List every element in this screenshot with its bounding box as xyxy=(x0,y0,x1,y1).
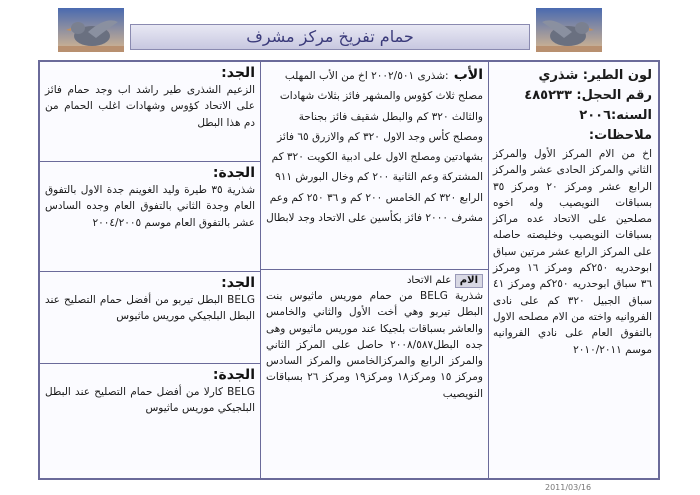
page-title: حمام تفريخ مركز مشرف xyxy=(130,24,530,50)
grandmother-maternal-box xyxy=(40,364,260,419)
bird-notes: اخ من الام المركز الأول والمركز الثاني والمركز الحادى عشر والمركز الرابع عشر ومركز ٢٠ ومركز ٣٥ بسباقات النويصيب وله اخوه مصلحين على الاتحاد عده مراكز بسباقات النويصيب وخليصته حاصله على المركز الرابع عشر مرتين سباق ابوحدريه ٢٥٠كم ومركز ١٦ ومركز ٣٦ سباق ابوحدريه ٢٥٠كم ومركز ٤١ سباق الجبيل ٣٢٠ كم على نادى الفروانيه واخته من الام مصلحه الاول بالتفوق العام على نادي الفروانيه موسم ٢٠١٠/٢٠١١ xyxy=(493,148,652,356)
bird-year: السنه:٢٠٠٦ xyxy=(579,108,652,123)
bird-color: لون الطير: شذري xyxy=(538,68,652,83)
grandfather-maternal-box xyxy=(40,272,260,364)
bird-ring-number: رقم الحجل: ٤٨٥٢٣٣ xyxy=(524,88,652,103)
scan-date: 2011/03/16 xyxy=(545,483,592,492)
notes-label: ملاحظات: xyxy=(588,128,652,143)
grandparent-text: شذرية ٣٥ طيرة وليد الغوينم جدة الاول بالتفوق العام وجدة الثاني بالتفوق العام وجده السادس عشر بالتفوق العام موسم ٢٠٠٤/٢٠٠٥ xyxy=(45,184,255,229)
grandparent-label: الجدة: xyxy=(212,367,255,383)
pigeon-image-right xyxy=(536,8,602,52)
grandparent-label: الجد: xyxy=(221,65,255,81)
grandmother-paternal-box xyxy=(40,162,260,272)
pigeon-image-left xyxy=(58,8,124,52)
father-box xyxy=(261,62,488,270)
bird-info-column xyxy=(488,62,658,478)
grandparent-text: BELG كارلا من أفضل حمام التصليح عند البطل البلجيكي موريس ماثيوس xyxy=(45,386,255,415)
mother-label: الام xyxy=(455,274,483,288)
grandparents-column xyxy=(40,62,260,478)
grandparent-label: الجدة: xyxy=(212,165,255,181)
grandparent-text: الزعيم الشذرى طير راشد اب وجد حمام فائز على الاتحاد كؤوس وشهادات اغلب الحمام من دم هذا البطل xyxy=(45,84,255,129)
grandparent-text: BELG البطل تيربو من أفضل حمام التصليح عند البطل البلجيكي موريس ماثيوس xyxy=(45,294,255,323)
pedigree-frame xyxy=(38,60,660,480)
mother-box xyxy=(261,270,488,404)
mother-tag: علم الاتحاد xyxy=(406,275,452,286)
father-text: :شذرى ٢٠٠٢/٥٠١ اخ من الأب المهلب مصلح ثلاث كؤوس والمشهر فائز بثلاث شهادات والثالث ٣٢٠ كم والبطل شقيف فائز بجناحة ومصلح كأس وجد الاول ٣٢٠ كم والازرق ٦٥ فائز بشهادتين ومصلح الاول على ادبية الكويت ٣٢٠ كم المشتركة وعم الثانية ٢٠٠ كم وخال البورش ٩١١ الرابع ٣٢٠ كم الخامس ٢٠٠ كم و ٣٦ ٢٥٠ كم وعم مشرف ٢٠٠٠ فائز بكأسين على الاتحاد وجد لابطال xyxy=(266,70,483,225)
grandparent-label: الجد: xyxy=(221,275,255,291)
mother-text: شذرية BELG من حمام موريس ماثيوس بنت البطل تيربو وهي أخت الأول والثاني والخامس والعاشر بسباقات بلجيكا عند موريس ماثيوس وهى جده البطل٢٠٠٨/٥٨٧ حاصل على المركز الثاني والمركز الرابع والمركزالخامس والمركز السادس ومركز ١٥ ومركز١٨ ومركز١٩ ومركز ٢٦ بسباقات النويصيب xyxy=(266,290,483,400)
grandfather-paternal-box xyxy=(40,62,260,162)
father-label: الأب xyxy=(453,67,483,83)
parents-column xyxy=(260,62,488,478)
